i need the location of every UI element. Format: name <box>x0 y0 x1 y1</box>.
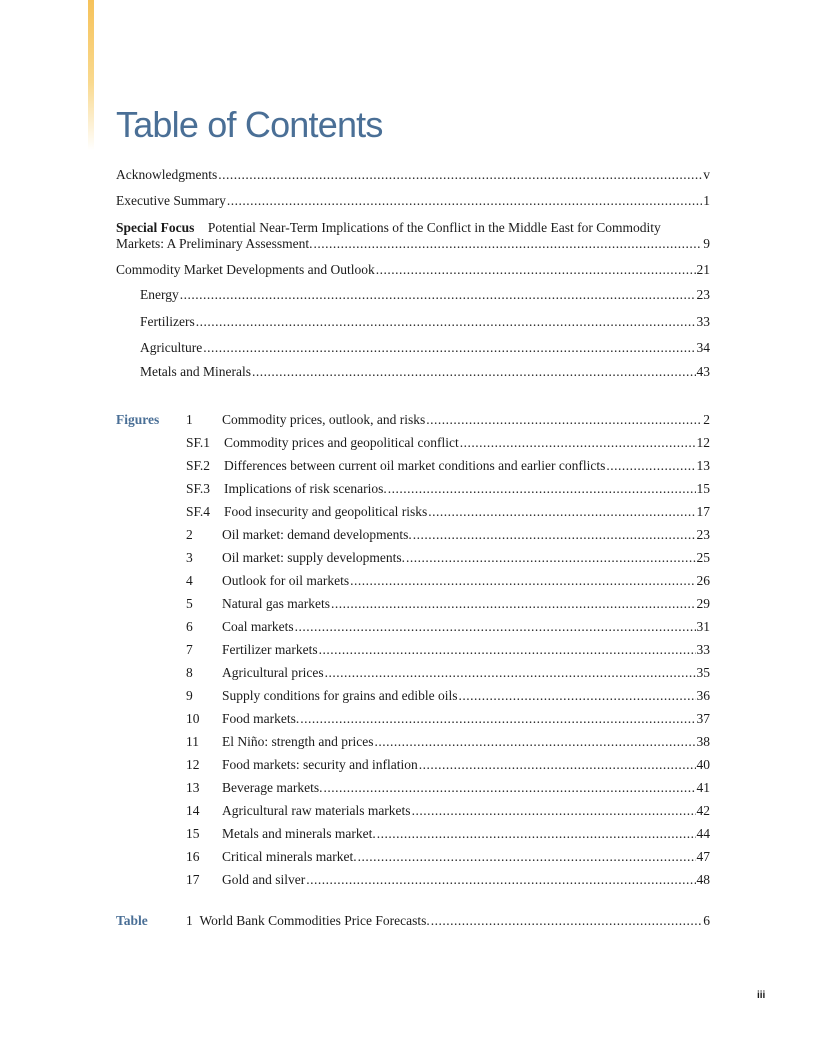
figure-title: Oil market: supply developments. <box>222 550 405 565</box>
special-focus-title-line1: Potential Near-Term Implications of the Conflict in the Middle East for Commodity <box>207 220 661 235</box>
leader-dots <box>377 826 696 842</box>
figure-number: 8 <box>186 665 193 680</box>
page-title: Table of Contents <box>116 104 383 145</box>
entry-page: 35 <box>696 665 710 680</box>
figure-entry[interactable] <box>224 435 710 451</box>
special-focus-label: Special Focus <box>116 220 195 235</box>
leader-dots <box>428 504 695 520</box>
figure-title: Gold and silver <box>222 872 306 887</box>
leader-dots <box>358 849 696 865</box>
leader-dots <box>431 913 702 929</box>
entry-page: 21 <box>696 262 710 277</box>
table-number: 1 <box>186 913 193 928</box>
entry-page: 15 <box>696 481 710 496</box>
leader-dots <box>376 262 696 278</box>
figure-title: Commodity prices, outlook, and risks <box>222 412 426 427</box>
entry-page: 37 <box>696 711 710 726</box>
entry-page: 26 <box>696 573 710 588</box>
figure-entry[interactable] <box>222 596 710 612</box>
figures-label: Figures <box>116 412 160 427</box>
figure-title: Fertilizer markets <box>222 642 318 657</box>
entry-page: 44 <box>696 826 710 841</box>
entry-page: 33 <box>696 642 710 657</box>
figure-entry[interactable] <box>222 757 710 773</box>
toc-subentry[interactable] <box>140 287 710 303</box>
figure-number: 16 <box>186 849 200 864</box>
figure-number: 9 <box>186 688 193 703</box>
figure-entry[interactable] <box>222 688 710 704</box>
figure-title: Supply conditions for grains and edible oils <box>222 688 458 703</box>
figure-entry[interactable] <box>224 504 710 520</box>
leader-dots <box>314 236 703 252</box>
leader-dots <box>323 780 695 796</box>
entry-page: 23 <box>696 527 710 542</box>
figure-title: Implications of risk scenarios. <box>224 481 387 496</box>
entry-page: 41 <box>696 780 710 795</box>
figure-entry[interactable] <box>224 458 710 474</box>
leader-dots <box>331 596 696 612</box>
leader-dots <box>406 550 696 566</box>
toc-entry-executive-summary[interactable] <box>116 193 710 209</box>
leader-dots <box>300 711 695 727</box>
page-number: iii <box>757 990 766 1001</box>
figure-title: Commodity prices and geopolitical conflict <box>224 435 459 450</box>
entry-page: 43 <box>696 364 710 379</box>
entry-page: 2 <box>703 412 710 427</box>
figure-entry[interactable] <box>222 780 710 796</box>
figure-number: 13 <box>186 780 200 795</box>
entry-page: 25 <box>696 550 710 565</box>
table-title: World Bank Commodities Price Forecasts. <box>199 913 430 928</box>
figure-number: 12 <box>186 757 200 772</box>
table-entry-text <box>186 913 430 929</box>
figure-entry[interactable] <box>222 412 710 428</box>
leader-dots <box>413 527 696 543</box>
entry-text: Fertilizers <box>140 314 195 329</box>
figure-number: SF.1 <box>186 435 211 450</box>
leader-dots <box>295 619 696 635</box>
figure-entry[interactable] <box>222 826 710 842</box>
entry-page: 47 <box>696 849 710 864</box>
leader-dots <box>252 364 696 380</box>
figure-number: 3 <box>186 550 193 565</box>
figure-number: 10 <box>186 711 200 726</box>
toc-subentry[interactable] <box>140 340 710 356</box>
entry-page: 48 <box>696 872 710 887</box>
table-entry[interactable] <box>186 913 710 929</box>
leader-dots <box>203 340 695 356</box>
entry-text: Commodity Market Developments and Outlook <box>116 262 375 277</box>
figure-entry[interactable] <box>222 711 710 727</box>
figure-title: Natural gas markets <box>222 596 330 611</box>
figure-title: Food insecurity and geopolitical risks <box>224 504 428 519</box>
entry-page: 31 <box>696 619 710 634</box>
leader-dots <box>325 665 696 681</box>
figure-title: Critical minerals market. <box>222 849 357 864</box>
toc-entry-commodity-market[interactable] <box>116 262 710 278</box>
figure-number: 4 <box>186 573 193 588</box>
figure-number: 17 <box>186 872 200 887</box>
figure-entry[interactable] <box>222 619 710 635</box>
entry-page: 33 <box>696 314 710 329</box>
figure-entry[interactable] <box>222 573 710 589</box>
figure-title: Agricultural raw materials markets <box>222 803 411 818</box>
entry-page: 23 <box>696 287 710 302</box>
toc-entry-acknowledgments[interactable] <box>116 167 710 183</box>
figure-title: Differences between current oil market conditions and earlier conflicts <box>224 458 606 473</box>
figure-title: Oil market: demand developments. <box>222 527 412 542</box>
figure-entry[interactable] <box>222 849 710 865</box>
toc-entry-special-focus[interactable] <box>116 220 661 236</box>
entry-page: 17 <box>696 504 710 519</box>
entry-page: 29 <box>696 596 710 611</box>
figure-number: SF.3 <box>186 481 211 496</box>
leader-dots <box>180 287 696 303</box>
leader-dots <box>388 481 696 497</box>
figure-number: 5 <box>186 596 193 611</box>
entry-page: 34 <box>696 340 710 355</box>
entry-page: 38 <box>696 734 710 749</box>
leader-dots <box>419 757 696 773</box>
table-label: Table <box>116 913 148 928</box>
toc-entry-special-focus-cont[interactable] <box>116 236 710 252</box>
entry-page: 9 <box>703 236 710 251</box>
figure-number: 1 <box>186 412 193 427</box>
accent-bar <box>88 0 94 150</box>
toc-subentry[interactable] <box>140 314 710 330</box>
entry-page: 6 <box>703 913 710 928</box>
figure-entry[interactable] <box>222 872 710 888</box>
figure-title: El Niño: strength and prices <box>222 734 374 749</box>
leader-dots <box>458 688 695 704</box>
leader-dots <box>350 573 695 589</box>
figure-title: Agricultural prices <box>222 665 324 680</box>
entry-text: Agriculture <box>140 340 203 355</box>
figure-entry[interactable] <box>222 734 710 750</box>
figure-title: Metals and minerals market. <box>222 826 376 841</box>
entry-page: 12 <box>696 435 710 450</box>
figure-entry[interactable] <box>222 642 710 658</box>
figure-number: 2 <box>186 527 193 542</box>
leader-dots <box>196 314 696 330</box>
figure-number: 11 <box>186 734 199 749</box>
entry-page: 13 <box>696 458 710 473</box>
figure-entry[interactable] <box>222 550 710 566</box>
figure-number: 15 <box>186 826 200 841</box>
figure-number: 14 <box>186 803 200 818</box>
figure-entry[interactable] <box>222 665 710 681</box>
figure-number: SF.4 <box>186 504 211 519</box>
figure-title: Food markets: security and inflation <box>222 757 418 772</box>
leader-dots <box>227 193 702 209</box>
special-focus-title-line2: Markets: A Preliminary Assessment. <box>116 236 313 251</box>
figure-number: SF.2 <box>186 458 211 473</box>
figure-title: Outlook for oil markets <box>222 573 350 588</box>
leader-dots <box>374 734 695 750</box>
entry-text: Energy <box>140 287 179 302</box>
leader-dots <box>606 458 695 474</box>
leader-dots <box>319 642 696 658</box>
figure-title: Food markets. <box>222 711 300 726</box>
leader-dots <box>460 435 696 451</box>
figure-title: Coal markets <box>222 619 294 634</box>
figure-entry[interactable] <box>222 803 710 819</box>
leader-dots <box>426 412 702 428</box>
figure-entry[interactable] <box>224 481 710 497</box>
entry-page: 36 <box>696 688 710 703</box>
entry-page: v <box>703 167 710 182</box>
entry-page: 42 <box>696 803 710 818</box>
figure-title: Beverage markets. <box>222 780 323 795</box>
toc-subentry[interactable] <box>140 364 710 380</box>
entry-page: 40 <box>696 757 710 772</box>
figure-number: 6 <box>186 619 193 634</box>
figure-number: 7 <box>186 642 193 657</box>
entry-text: Metals and Minerals <box>140 364 251 379</box>
figure-entry[interactable] <box>222 527 710 543</box>
leader-dots <box>218 167 702 183</box>
entry-page: 1 <box>703 193 710 208</box>
leader-dots <box>306 872 695 888</box>
entry-text: Acknowledgments <box>116 167 218 182</box>
leader-dots <box>412 803 696 819</box>
entry-text: Executive Summary <box>116 193 226 208</box>
